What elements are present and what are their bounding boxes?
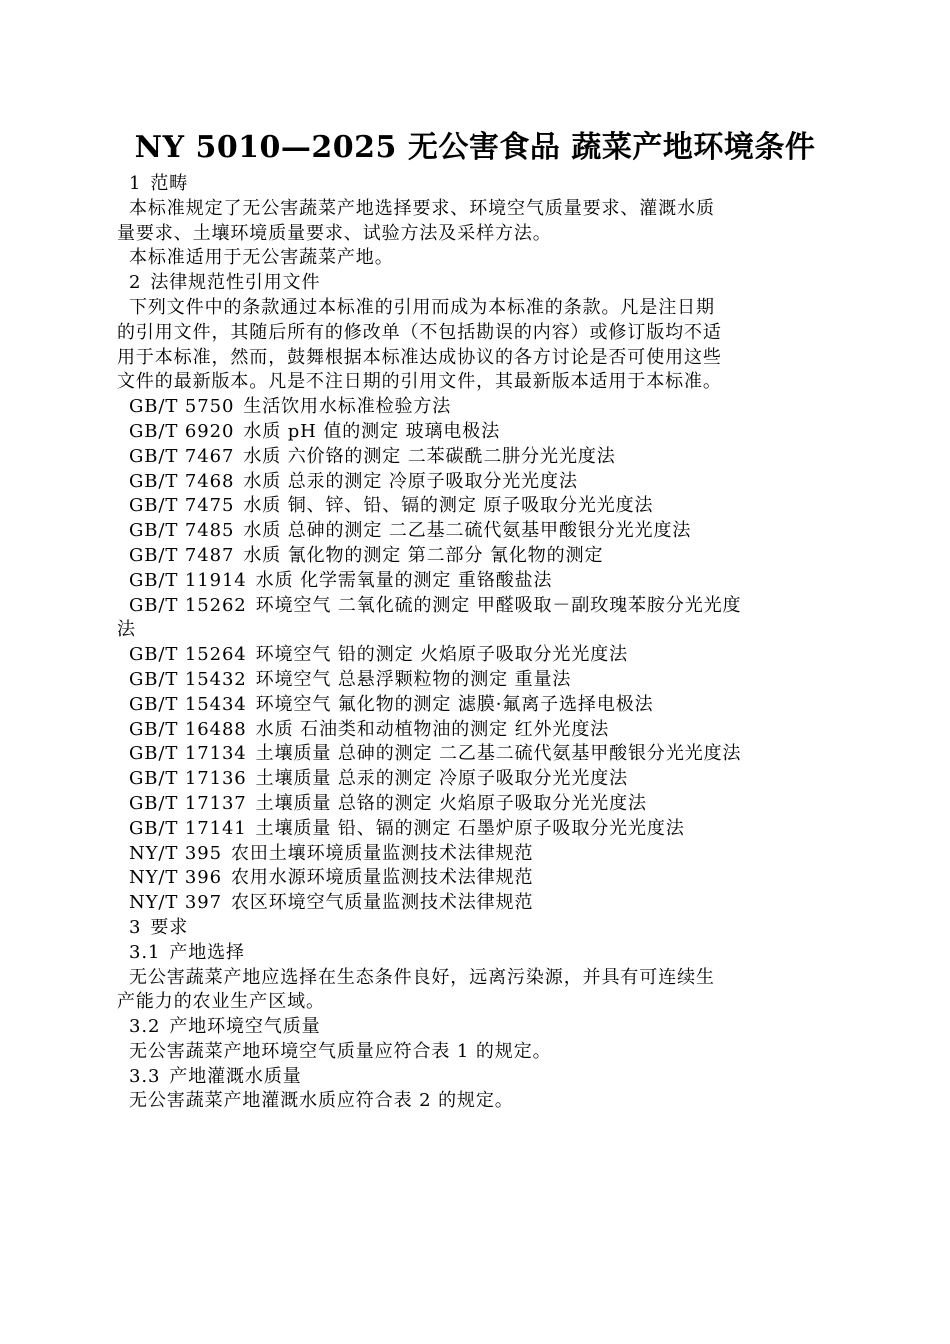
reference-item — [117, 742, 833, 767]
paragraph-line: 无公害蔬菜产地环境空气质量应符合表 1 的规定。 — [129, 1040, 552, 1062]
section-3-1-number: 3.1 — [129, 941, 161, 963]
reference-item — [117, 842, 833, 867]
paragraph-line: 产能力的农业生产区域。 — [117, 991, 325, 1013]
reference-item — [117, 519, 833, 544]
paragraph-line: 的引用文件，其随后所有的修改单（不包括勘误的内容）或修订版均不适 — [117, 321, 722, 343]
reference-code: NY/T 397 — [129, 892, 222, 914]
reference-item — [117, 643, 833, 668]
section-2-number: 2 — [129, 272, 142, 294]
reference-title: 土壤质量 总砷的测定 二乙基二硫代氨基甲酸银分光光度法 — [255, 743, 742, 765]
paragraph-line: 文件的最新版本。凡是不注日期的引用文件，其最新版本适用于本标准。 — [117, 371, 722, 393]
reference-title: 环境空气 总悬浮颗粒物的测定 重量法 — [255, 668, 572, 690]
reference-title: 水质 六价铬的测定 二苯碳酰二肼分光光度法 — [243, 445, 616, 467]
reference-item — [117, 767, 833, 792]
section-3-3-title: 产地灌溉水质量 — [169, 1065, 302, 1087]
reference-item — [117, 470, 833, 495]
reference-item — [117, 494, 833, 519]
section-3-heading — [117, 916, 833, 941]
reference-item — [117, 594, 833, 619]
reference-title: 农用水源环境质量监测技术法律规范 — [230, 867, 534, 889]
reference-title: 环境空气 二氧化硫的测定 甲醛吸取－副玫瑰苯胺分光光度 — [255, 594, 742, 616]
section-3-number: 3 — [129, 916, 142, 938]
reference-item — [117, 395, 833, 420]
reference-code: GB/T 17136 — [129, 768, 247, 790]
section-3-1-title: 产地选择 — [169, 941, 245, 963]
reference-code: GB/T 6920 — [129, 420, 235, 442]
reference-item — [117, 866, 833, 891]
reference-item — [117, 420, 833, 445]
reference-title-continuation: 法 — [117, 619, 136, 641]
paragraph-line: 下列文件中的条款通过本标准的引用而成为本标准的条款。凡是注日期 — [129, 296, 715, 318]
paragraph-line: 用于本标准，然而，鼓舞根据本标准达成协议的各方讨论是否可使用这些 — [117, 346, 722, 368]
reference-code: GB/T 15262 — [129, 594, 247, 616]
reference-code: GB/T 17141 — [129, 817, 247, 839]
section-3-title: 要求 — [150, 916, 189, 938]
reference-item — [117, 668, 833, 693]
paragraph-line: 本标准规定了无公害蔬菜产地选择要求、环境空气质量要求、灌溉水质 — [129, 197, 715, 219]
reference-title: 水质 氰化物的测定 第二部分 氰化物的测定 — [243, 544, 604, 566]
paragraph-line: 量要求、土壤环境质量要求、试验方法及采样方法。 — [117, 222, 552, 244]
section-3-1-heading — [117, 941, 833, 966]
reference-title: 水质 石油类和动植物油的测定 红外光度法 — [255, 718, 610, 740]
section-3-3-number: 3.3 — [129, 1065, 161, 1087]
reference-code: GB/T 7485 — [129, 520, 235, 542]
reference-title: 农田土壤环境质量监测技术法律规范 — [230, 842, 534, 864]
reference-title: 环境空气 铅的测定 火焰原子吸取分光光度法 — [255, 644, 629, 666]
reference-code: GB/T 5750 — [129, 396, 235, 418]
section-1-number: 1 — [129, 173, 142, 194]
reference-title: 环境空气 氟化物的测定 滤膜·氟离子选择电极法 — [255, 693, 654, 715]
reference-code: GB/T 17137 — [129, 792, 247, 814]
reference-item — [117, 817, 833, 842]
reference-item — [117, 445, 833, 470]
reference-code: GB/T 15264 — [129, 644, 247, 666]
reference-code: GB/T 7467 — [129, 445, 235, 467]
reference-item — [117, 792, 833, 817]
reference-code: GB/T 17134 — [129, 743, 247, 765]
section-3-2-heading — [117, 1015, 833, 1040]
paragraph-line: 无公害蔬菜产地应选择在生态条件良好，远离污染源，并具有可连续生 — [129, 966, 715, 988]
reference-item — [117, 544, 833, 569]
reference-code: GB/T 7487 — [129, 544, 235, 566]
section-3-3-heading — [117, 1065, 833, 1090]
section-2-heading — [117, 271, 833, 296]
reference-title: 水质 总砷的测定 二乙基二硫代氨基甲酸银分光光度法 — [243, 520, 692, 542]
reference-item — [117, 718, 833, 743]
reference-code: GB/T 7475 — [129, 495, 235, 517]
section-1-title: 范畴 — [150, 173, 189, 194]
document-title: NY 5010—2025 无公害食品 蔬菜产地环境条件 — [134, 130, 816, 165]
reference-code: GB/T 15434 — [129, 693, 247, 715]
reference-title: 生活饮用水标准检验方法 — [243, 396, 452, 418]
reference-code: GB/T 16488 — [129, 718, 247, 740]
reference-title: 土壤质量 总铬的测定 火焰原子吸取分光光度法 — [255, 792, 647, 814]
reference-code: GB/T 15432 — [129, 668, 247, 690]
reference-title: 水质 化学需氧量的测定 重铬酸盐法 — [255, 569, 553, 591]
paragraph-line: 无公害蔬菜产地灌溉水质应符合表 2 的规定。 — [129, 1090, 514, 1112]
section-2-title: 法律规范性引用文件 — [150, 272, 321, 294]
reference-title: 农区环境空气质量监测技术法律规范 — [230, 892, 534, 914]
reference-code: NY/T 396 — [129, 867, 222, 889]
document-body — [117, 172, 833, 1114]
reference-title: 土壤质量 总汞的测定 冷原子吸取分光光度法 — [255, 768, 629, 790]
section-1-heading — [117, 172, 833, 197]
reference-title: 水质 pH 值的测定 玻璃电极法 — [243, 420, 501, 442]
normative-references-list — [117, 395, 833, 916]
reference-item — [117, 891, 833, 916]
reference-code: NY/T 395 — [129, 842, 222, 864]
reference-title: 水质 总汞的测定 冷原子吸取分光光度法 — [243, 470, 578, 492]
reference-code: GB/T 11914 — [129, 569, 247, 591]
reference-code: GB/T 7468 — [129, 470, 235, 492]
section-3-2-number: 3.2 — [129, 1016, 161, 1038]
reference-title: 土壤质量 铅、镉的测定 石墨炉原子吸取分光光度法 — [255, 817, 685, 839]
section-3-2-title: 产地环境空气质量 — [169, 1016, 321, 1038]
reference-title: 水质 铜、锌、铅、镉的测定 原子吸取分光光度法 — [243, 495, 654, 517]
paragraph-line: 本标准适用于无公害蔬菜产地。 — [129, 247, 394, 269]
reference-item — [117, 693, 833, 718]
reference-item — [117, 569, 833, 594]
